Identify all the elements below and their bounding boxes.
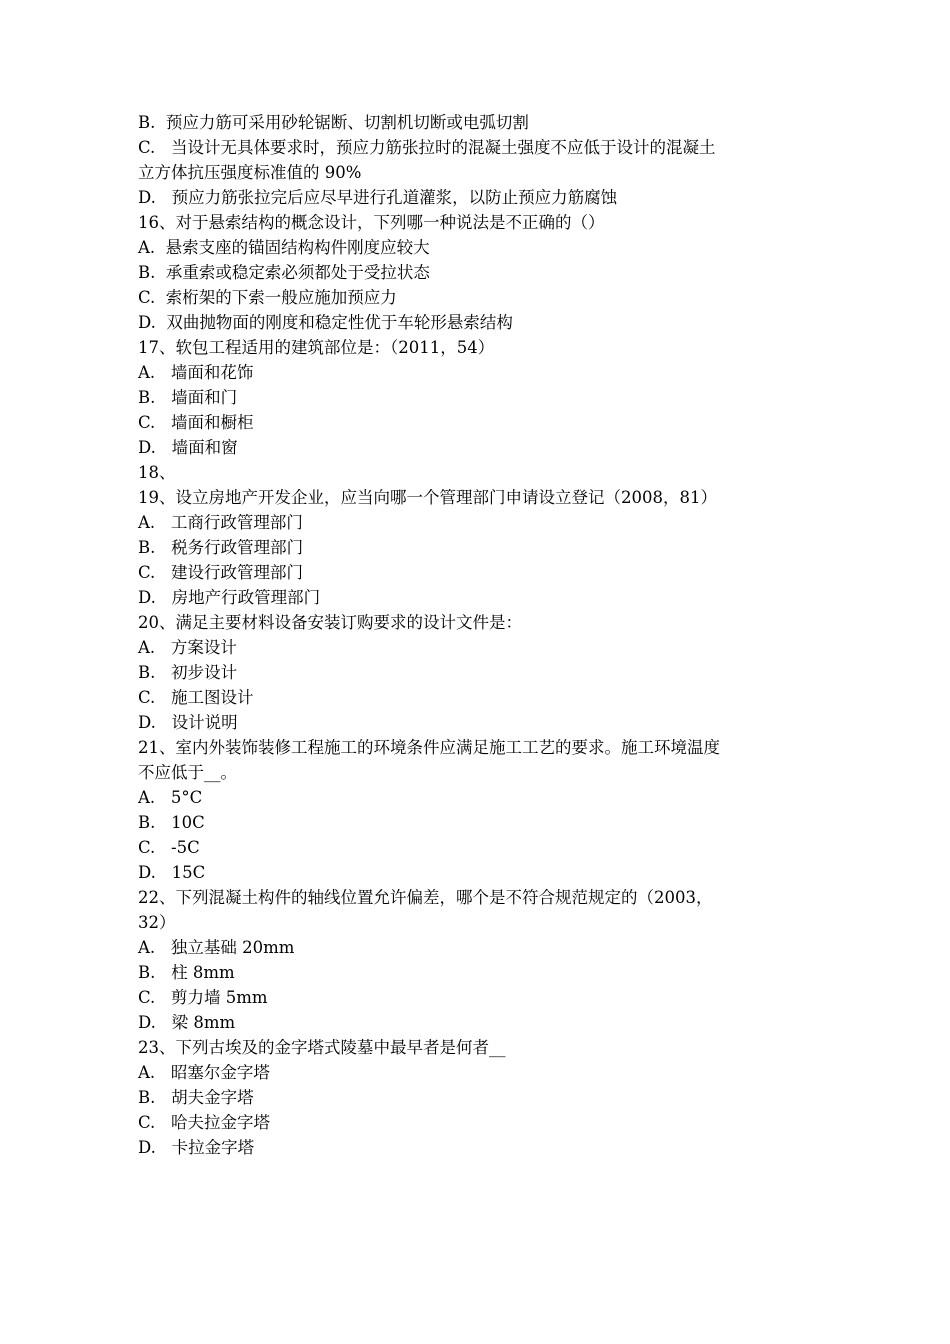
option-21c: C. -5C xyxy=(138,838,200,857)
option-17d: D. 墙面和窗 xyxy=(138,438,238,457)
option-line-15b: B. 预应力筋可采用砂轮锯断、切割机切断或电弧切割 xyxy=(138,113,529,132)
option-23b: B. 胡夫金字塔 xyxy=(138,1088,254,1107)
option-23d: D. 卡拉金字塔 xyxy=(138,1138,255,1157)
option-21d: D. 15C xyxy=(138,863,206,882)
question-20: 20、满足主要材料设备安装订购要求的设计文件是： xyxy=(138,613,522,632)
option-19a: A. 工商行政管理部门 xyxy=(138,513,303,532)
question-21-cont: 不应低于__。 xyxy=(138,763,237,782)
option-line-15c: C. 当设计无具体要求时，预应力筋张拉时的混凝土强度不应低于设计的混凝土 xyxy=(138,138,716,157)
option-16b: B. 承重索或稳定索必须都处于受拉状态 xyxy=(138,263,430,282)
question-19: 19、设立房地产开发企业，应当向哪一个管理部门申请设立登记（2008，81） xyxy=(138,488,717,507)
option-19b: B. 税务行政管理部门 xyxy=(138,538,304,557)
question-18: 18、 xyxy=(138,463,176,482)
option-16c: C. 索桁架的下索一般应施加预应力 xyxy=(138,288,397,307)
question-17: 17、软包工程适用的建筑部位是：（2011，54） xyxy=(138,338,495,357)
option-16d: D. 双曲抛物面的刚度和稳定性优于车轮形悬索结构 xyxy=(138,313,513,332)
option-17a: A. 墙面和花饰 xyxy=(138,363,254,382)
option-23a: A. 昭塞尔金字塔 xyxy=(138,1063,270,1082)
option-22a: A. 独立基础 20mm xyxy=(138,938,295,957)
option-16a: A. 悬索支座的锚固结构构件刚度应较大 xyxy=(138,238,430,257)
option-line-15c-cont: 立方体抗压强度标准值的 90% xyxy=(138,163,362,182)
option-22d: D. 梁 8mm xyxy=(138,1013,236,1032)
question-23: 23、下列古埃及的金字塔式陵墓中最早者是何者__ xyxy=(138,1038,506,1057)
option-20c: C. 施工图设计 xyxy=(138,688,254,707)
question-16: 16、对于悬索结构的概念设计，下列哪一种说法是不正确的（） xyxy=(138,213,605,232)
option-22b: B. 柱 8mm xyxy=(138,963,235,982)
option-20b: B. 初步设计 xyxy=(138,663,238,682)
option-17c: C. 墙面和橱柜 xyxy=(138,413,254,432)
option-17b: B. 墙面和门 xyxy=(138,388,238,407)
option-19c: C. 建设行政管理部门 xyxy=(138,563,304,582)
option-20d: D. 设计说明 xyxy=(138,713,238,732)
document-page xyxy=(138,110,818,1160)
option-21b: B. 10C xyxy=(138,813,205,832)
option-22c: C. 剪力墙 5mm xyxy=(138,988,268,1007)
option-23c: C. 哈夫拉金字塔 xyxy=(138,1113,271,1132)
option-21a: A. 5°C xyxy=(138,788,203,807)
question-21: 21、室内外装饰装修工程施工的环境条件应满足施工工艺的要求。施工环境温度 xyxy=(138,738,720,757)
question-22: 22、下列混凝土构件的轴线位置允许偏差，哪个是不符合规范规定的（2003， xyxy=(138,888,713,907)
option-19d: D. 房地产行政管理部门 xyxy=(138,588,321,607)
option-line-15d: D. 预应力筋张拉完后应尽早进行孔道灌浆，以防止预应力筋腐蚀 xyxy=(138,188,618,207)
question-22-cont: 32） xyxy=(138,913,176,932)
option-20a: A. 方案设计 xyxy=(138,638,237,657)
